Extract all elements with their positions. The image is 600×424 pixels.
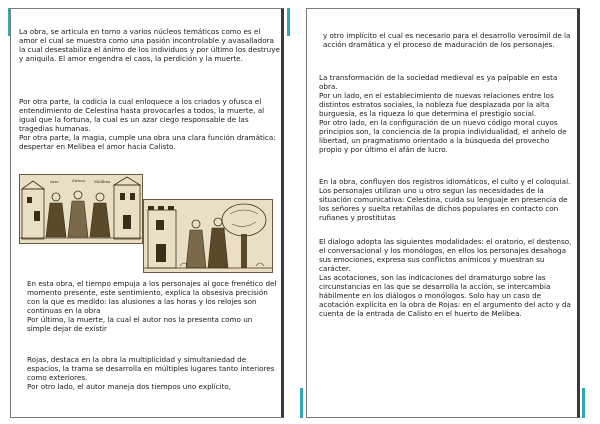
woodcut-caption: Sireno (72, 178, 86, 183)
accent-bar (287, 8, 290, 36)
paragraph-dialogue: El dialogo adopta las siguientes modalidades: el oratorio, el destenso, el conversacional y los monólogos, en ellos los personajes desahoga sus emociones, expresa sus conflictos anímicos y muestran su carácter. Las acotaciones, son las indicaciones del dramaturgo sobre las circunstancias en las que se desarrolla la acción, se intercambia hábilmente en los diálogos o monólogos. Solo hay un caso de acotación explícita en la obra de Rojas: en el argumento del acto y da cuenta de la entrada de Calisto en el huerto de Melibea. (319, 237, 572, 318)
paragraph-greed-magic: Por otra parte, la codicia la cual enloquece a los criados y ofusca el entendimiento de Celestina hasta provocarles a todos, la muerte, al igual que la fortuna, la cual es un azar ciego responsable de las tragedias humanas. Por otra parte, la magia, cumple una obra una clara función dramática: despertar en Melibea el amor hacia Calisto. (19, 97, 276, 151)
left-page (10, 8, 284, 418)
accent-bar (582, 388, 585, 418)
paragraph-time: En esta obra, el tiempo empuja a los personajes al goce frenético del momento presente, este sentimiento, explica la obsesiva precisión con la que es medido: las alusiones a las horas y los relojes son continuas en la obra Por último, la muerte, la cual el autor nos la presenta como un simple dejar de existir (27, 279, 277, 333)
woodcut-caption: Ario (50, 179, 59, 184)
paragraph-themes-love: La obra, se articula en torno a varios núcleos temáticos como es el amor el cual se muestra como una pasión incontrolable y avasalladora la cual desestabiliza el ánimo de los individuos y por último los destruye y aniquila. El amor engendra el caos, la perdición y la muerte. (19, 27, 280, 63)
woodcut-caption: Melibea (94, 179, 111, 184)
accent-bar (300, 388, 303, 418)
right-page (306, 8, 580, 418)
woodcut-illustration-street-scene (19, 174, 143, 244)
paragraph-space: Rojas, destaca en la obra la multiplicidad y simultaniedad de espacios, la trama se desarrolla en múltiples lugares tanto interiores como exteriores. Por otro lado, el autor maneja dos tiempos uno explícito, (27, 355, 275, 391)
paragraph-implicit-time: y otro implícito el cual es necesario para el desarrollo verosímil de la acción dramática y el proceso de maduración de los personajes. (323, 31, 571, 49)
woodcut-illustration-garden-scene (143, 199, 273, 273)
paragraph-society: La transformación de la sociedad medieval es ya palpable en esta obra. Por un lado, en el establecimiento de nuevas relaciones entre los distintos estratos sociales, la nobleza fue desplazada por la alta burguesía, es la riqueza lo que determina el prestigio social. Por otro lado, en la configuración de un nuevo código moral cuyos principios son, la conciencia de la propia individualidad, el anhelo de libertad, un pragmatismo orientado a la búsqueda del provecho propio y por último el afán de lucro. (319, 73, 567, 154)
paragraph-registers: En la obra, confluyen dos registros idiomáticos, el culto y el coloquial. Los personajes utilizan uno u otro segun las necesidades de la situación comunicativa: Celestina, cuida su lenguaje en presencia de los señores y suelta retahílas de dichos populares en contacto con rufianes y prostitutas (319, 177, 571, 222)
